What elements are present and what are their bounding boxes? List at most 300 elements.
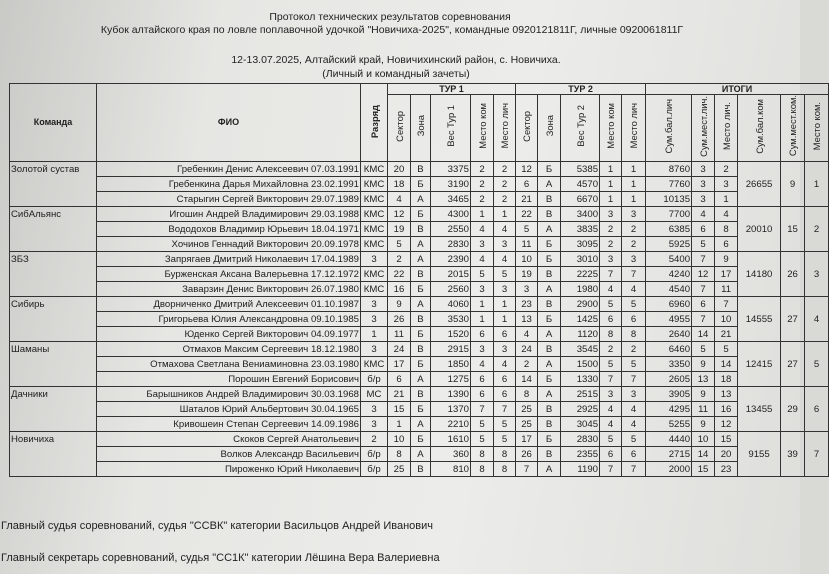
table-row: [10, 372, 829, 387]
sum-place-pers: 12: [692, 267, 715, 282]
t1-sector: 10: [388, 432, 411, 447]
t1-place-team: 1: [471, 312, 494, 327]
t1-weight: 2560: [431, 282, 471, 297]
col-team: Команда: [10, 84, 97, 162]
t1-weight: 3190: [431, 177, 471, 192]
t1-place-pers: 7: [494, 402, 516, 417]
t1-place-pers: 4: [494, 252, 516, 267]
t2-sector: 6: [516, 177, 538, 192]
t1-sector: 21: [388, 387, 411, 402]
table-row: [10, 237, 829, 252]
sum-ball-pers: 5925: [646, 237, 692, 252]
t1-place-pers: 5: [494, 417, 516, 432]
t2-zone: А: [538, 357, 561, 372]
t2-weight: 1190: [561, 462, 600, 477]
t1-sector: 2: [388, 252, 411, 267]
table-row: [10, 462, 829, 477]
t1-weight: 1520: [431, 327, 471, 342]
sum-ball-pers: 6960: [646, 297, 692, 312]
t2-zone: Б: [538, 237, 561, 252]
t2-sector: 2: [516, 357, 538, 372]
team-place: 1: [805, 162, 829, 207]
t1-place-pers: 5: [494, 432, 516, 447]
t1-sector: 5: [388, 237, 411, 252]
team-place: 3: [805, 252, 829, 297]
t1-place-team: 5: [471, 417, 494, 432]
table-row: [10, 162, 829, 177]
t2-zone: В: [538, 267, 561, 282]
t2-sector: 4: [516, 327, 538, 342]
t2-place-pers: 3: [622, 387, 646, 402]
t1-place-team: 1: [471, 207, 494, 222]
t2-weight: 2925: [561, 402, 600, 417]
t1-place-team: 8: [471, 447, 494, 462]
sum-ball-pers: 2000: [646, 462, 692, 477]
t1-place-team: 6: [471, 372, 494, 387]
t2-place-team: 5: [600, 357, 622, 372]
place-pers: 12: [715, 417, 738, 432]
t2-place-pers: 7: [622, 372, 646, 387]
member-fio: Отмахов Максим Сергеевич 18.12.1980: [97, 342, 361, 357]
t2-weight: 3400: [561, 207, 600, 222]
t2-sector: 5: [516, 222, 538, 237]
team-sum-place: 27: [781, 342, 805, 387]
t1-place-team: 4: [471, 252, 494, 267]
t1-place-pers: 6: [494, 327, 516, 342]
member-rank: КМС: [361, 162, 388, 177]
t2-sector: 25: [516, 417, 538, 432]
t2-place-pers: 5: [622, 357, 646, 372]
sum-ball-pers: 7760: [646, 177, 692, 192]
team-name: СибАльянс: [10, 207, 97, 252]
sum-place-pers: 7: [692, 312, 715, 327]
t2-place-team: 7: [600, 372, 622, 387]
team-sum-place: 39: [781, 432, 805, 477]
member-rank: б/р: [361, 447, 388, 462]
team-place: 5: [805, 342, 829, 387]
t2-place-team: 3: [600, 207, 622, 222]
t1-place-team: 5: [471, 267, 494, 282]
place-pers: 13: [715, 387, 738, 402]
member-fio: Пироженко Юрий Николаевич: [97, 462, 361, 477]
t1-sector: 17: [388, 357, 411, 372]
t2-place-pers: 2: [622, 342, 646, 357]
t2-weight: 4570: [561, 177, 600, 192]
t1-zone: В: [411, 267, 431, 282]
place-pers: 8: [715, 222, 738, 237]
member-fio: Заварзин Денис Викторович 26.07.1980: [97, 282, 361, 297]
member-fio: Кривошеин Степан Сергеевич 14.09.1986: [97, 417, 361, 432]
sum-ball-pers: 5255: [646, 417, 692, 432]
t1-weight: 1850: [431, 357, 471, 372]
table-row: [10, 312, 829, 327]
member-rank: 2: [361, 432, 388, 447]
col-fio: ФИО: [97, 84, 361, 162]
t2-zone: В: [538, 402, 561, 417]
member-rank: КМС: [361, 357, 388, 372]
t2-weight: 2515: [561, 387, 600, 402]
table-row: [10, 297, 829, 312]
team-sum-ball: 14180: [738, 252, 781, 297]
date-place: 12-13.07.2025, Алтайский край, Новичихинский район, с. Новичиха.: [231, 54, 561, 66]
t1-sector: 12: [388, 207, 411, 222]
t2-sector: 17: [516, 432, 538, 447]
table-row: [10, 282, 829, 297]
col-t2-sector: Сектор: [516, 95, 538, 162]
sum-place-pers: 13: [692, 372, 715, 387]
t2-place-pers: 3: [622, 207, 646, 222]
table-row: [10, 417, 829, 432]
t2-sector: 7: [516, 462, 538, 477]
place-pers: 11: [715, 282, 738, 297]
sum-place-pers: 9: [692, 417, 715, 432]
t1-zone: А: [411, 192, 431, 207]
sum-ball-pers: 6460: [646, 342, 692, 357]
t2-sector: 3: [516, 282, 538, 297]
t2-zone: А: [538, 462, 561, 477]
t1-place-pers: 3: [494, 237, 516, 252]
t1-weight: 810: [431, 462, 471, 477]
t1-sector: 20: [388, 162, 411, 177]
sum-ball-pers: 4540: [646, 282, 692, 297]
t1-weight: 2550: [431, 222, 471, 237]
place-pers: 21: [715, 327, 738, 342]
place-pers: 6: [715, 237, 738, 252]
member-rank: КМС: [361, 177, 388, 192]
team-sum-place: 26: [781, 252, 805, 297]
t1-weight: 2210: [431, 417, 471, 432]
t2-place-team: 3: [600, 252, 622, 267]
t1-place-pers: 3: [494, 342, 516, 357]
team-name: Золотой сустав: [10, 162, 97, 207]
table-row: [10, 342, 829, 357]
t2-zone: В: [538, 342, 561, 357]
t1-place-team: 3: [471, 282, 494, 297]
t2-weight: 1120: [561, 327, 600, 342]
team-sum-ball: 14555: [738, 297, 781, 342]
member-fio: Вододохов Владимир Юрьевич 18.04.1971: [97, 222, 361, 237]
t2-zone: В: [538, 297, 561, 312]
place-pers: 3: [715, 177, 738, 192]
sum-ball-pers: 3905: [646, 387, 692, 402]
t2-sector: 26: [516, 447, 538, 462]
table-row: [10, 402, 829, 417]
sum-place-pers: 10: [692, 432, 715, 447]
member-rank: КМС: [361, 282, 388, 297]
col-sum-place-pers: Сум.мест.лич.: [692, 95, 715, 162]
t2-zone: В: [538, 207, 561, 222]
t1-zone: Б: [411, 207, 431, 222]
t2-weight: 2830: [561, 432, 600, 447]
sum-place-pers: 4: [692, 207, 715, 222]
t1-place-pers: 8: [494, 462, 516, 477]
document-title: Протокол технических результатов соревнования: [269, 11, 511, 23]
t2-weight: 1980: [561, 282, 600, 297]
member-fio: Запрягаев Дмитрий Николаевич 17.04.1989: [97, 252, 361, 267]
place-pers: 14: [715, 357, 738, 372]
sum-ball-pers: 6385: [646, 222, 692, 237]
t2-weight: 1425: [561, 312, 600, 327]
t1-place-pers: 2: [494, 192, 516, 207]
sum-place-pers: 7: [692, 252, 715, 267]
team-name: Новичиха: [10, 432, 97, 477]
t2-place-team: 2: [600, 222, 622, 237]
t2-place-pers: 4: [622, 282, 646, 297]
table-row: [10, 177, 829, 192]
t1-sector: 24: [388, 342, 411, 357]
team-sum-ball: 20010: [738, 207, 781, 252]
t2-place-pers: 7: [622, 462, 646, 477]
t2-weight: 6670: [561, 192, 600, 207]
t2-sector: 21: [516, 192, 538, 207]
sum-place-pers: 7: [692, 282, 715, 297]
col-sum-ball-pers: Сум.бал.лич: [646, 95, 692, 162]
t1-sector: 22: [388, 267, 411, 282]
team-sum-ball: 26655: [738, 162, 781, 207]
sum-ball-pers: 4295: [646, 402, 692, 417]
t2-weight: 3095: [561, 237, 600, 252]
t2-place-pers: 1: [622, 192, 646, 207]
t2-sector: 8: [516, 387, 538, 402]
t2-place-team: 3: [600, 387, 622, 402]
t1-zone: В: [411, 342, 431, 357]
t2-place-team: 8: [600, 327, 622, 342]
t2-sector: 13: [516, 312, 538, 327]
t1-place-team: 2: [471, 177, 494, 192]
place-pers: 17: [715, 267, 738, 282]
t2-place-team: 7: [600, 267, 622, 282]
place-pers: 5: [715, 342, 738, 357]
team-sum-ball: 12415: [738, 342, 781, 387]
member-fio: Григорьева Юлия Александровна 09.10.1985: [97, 312, 361, 327]
t1-weight: 2915: [431, 342, 471, 357]
place-pers: 4: [715, 207, 738, 222]
member-fio: Гребенкин Денис Алексеевич 07.03.1991: [97, 162, 361, 177]
col-sum-place-team: Сум.мест.ком.: [781, 95, 805, 162]
t2-zone: В: [538, 192, 561, 207]
t1-weight: 4300: [431, 207, 471, 222]
t1-place-team: 4: [471, 222, 494, 237]
place-pers: 20: [715, 447, 738, 462]
t1-place-team: 8: [471, 462, 494, 477]
t1-sector: 1: [388, 417, 411, 432]
place-pers: 16: [715, 402, 738, 417]
team-sum-ball: 13455: [738, 387, 781, 432]
t2-place-pers: 1: [622, 177, 646, 192]
sum-place-pers: 14: [692, 447, 715, 462]
t2-zone: Б: [538, 252, 561, 267]
member-fio: Старыгин Сергей Викторович 29.07.1989: [97, 192, 361, 207]
t2-weight: 5385: [561, 162, 600, 177]
team-sum-place: 29: [781, 387, 805, 432]
team-name: Дачники: [10, 387, 97, 432]
t2-place-team: 4: [600, 282, 622, 297]
t1-place-pers: 6: [494, 387, 516, 402]
sum-ball-pers: 2605: [646, 372, 692, 387]
t2-place-pers: 2: [622, 222, 646, 237]
chief-secretary: Главный секретарь соревнований, судья "СС1К" категории Лёшина Вера Валериевна: [1, 552, 440, 564]
col-tour2: ТУР 2: [516, 84, 646, 95]
member-rank: б/р: [361, 462, 388, 477]
member-fio: Игошин Андрей Владимирович 29.03.1988: [97, 207, 361, 222]
table-row: [10, 222, 829, 237]
place-pers: 10: [715, 312, 738, 327]
t2-sector: 22: [516, 207, 538, 222]
t1-place-team: 2: [471, 162, 494, 177]
t1-sector: 6: [388, 372, 411, 387]
table-row: [10, 207, 829, 222]
table-row: [10, 192, 829, 207]
t1-zone: А: [411, 372, 431, 387]
t2-place-pers: 6: [622, 312, 646, 327]
t2-place-team: 2: [600, 342, 622, 357]
member-rank: 3: [361, 312, 388, 327]
sum-place-pers: 3: [692, 177, 715, 192]
sum-place-pers: 9: [692, 387, 715, 402]
t1-weight: 2830: [431, 237, 471, 252]
place-pers: 1: [715, 192, 738, 207]
t1-zone: Б: [411, 402, 431, 417]
member-rank: б/р: [361, 372, 388, 387]
t2-zone: А: [538, 327, 561, 342]
place-pers: 18: [715, 372, 738, 387]
t1-weight: 2390: [431, 252, 471, 267]
t2-place-team: 2: [600, 237, 622, 252]
t1-weight: 2015: [431, 267, 471, 282]
sum-ball-pers: 4440: [646, 432, 692, 447]
sum-place-pers: 3: [692, 162, 715, 177]
member-rank: 3: [361, 297, 388, 312]
t2-weight: 3545: [561, 342, 600, 357]
sum-ball-pers: 4240: [646, 267, 692, 282]
t1-place-team: 3: [471, 237, 494, 252]
t2-place-pers: 8: [622, 327, 646, 342]
t1-weight: 1275: [431, 372, 471, 387]
t1-place-pers: 5: [494, 267, 516, 282]
t1-zone: А: [411, 297, 431, 312]
sum-place-pers: 5: [692, 237, 715, 252]
t2-place-pers: 1: [622, 162, 646, 177]
t2-zone: Б: [538, 312, 561, 327]
t2-sector: 11: [516, 237, 538, 252]
sum-place-pers: 6: [692, 297, 715, 312]
t2-place-team: 5: [600, 297, 622, 312]
t1-zone: Б: [411, 177, 431, 192]
team-sum-place: 27: [781, 297, 805, 342]
t1-weight: 3465: [431, 192, 471, 207]
t2-place-pers: 6: [622, 447, 646, 462]
t2-sector: 12: [516, 162, 538, 177]
member-rank: КМС: [361, 207, 388, 222]
t2-weight: 2900: [561, 297, 600, 312]
place-pers: 9: [715, 252, 738, 267]
t2-sector: 10: [516, 252, 538, 267]
col-place-team: Место ком.: [805, 95, 829, 162]
col-t1-place-team: Место ком: [471, 95, 494, 162]
t1-weight: 1370: [431, 402, 471, 417]
member-fio: Хочинов Геннадий Викторович 20.09.1978: [97, 237, 361, 252]
t2-place-team: 1: [600, 192, 622, 207]
member-fio: Порошин Евгений Борисович: [97, 372, 361, 387]
table-row: [10, 357, 829, 372]
t1-place-pers: 4: [494, 222, 516, 237]
member-rank: КМС: [361, 267, 388, 282]
sum-place-pers: 5: [692, 342, 715, 357]
table-row: [10, 432, 829, 447]
member-fio: Отмахова Светлана Вениаминовна 23.03.1980: [97, 357, 361, 372]
header-group-row: [10, 84, 829, 95]
t2-place-team: 1: [600, 177, 622, 192]
t2-sector: 19: [516, 267, 538, 282]
t2-weight: 2355: [561, 447, 600, 462]
team-place: 6: [805, 387, 829, 432]
t1-zone: Б: [411, 327, 431, 342]
col-t2-weight: Вес Тур 2: [561, 95, 600, 162]
t2-zone: Б: [538, 432, 561, 447]
col-t2-place-team: Место ком: [600, 95, 622, 162]
t1-zone: В: [411, 387, 431, 402]
t1-sector: 11: [388, 327, 411, 342]
t2-place-pers: 5: [622, 432, 646, 447]
t1-zone: А: [411, 447, 431, 462]
t2-place-pers: 2: [622, 237, 646, 252]
sum-place-pers: 3: [692, 192, 715, 207]
member-fio: Шаталов Юрий Альбертович 30.04.1965: [97, 402, 361, 417]
table-row: [10, 387, 829, 402]
sum-place-pers: 11: [692, 402, 715, 417]
t2-place-team: 1: [600, 162, 622, 177]
t2-place-pers: 7: [622, 267, 646, 282]
table-row: [10, 267, 829, 282]
t1-sector: 25: [388, 462, 411, 477]
sum-place-pers: 9: [692, 357, 715, 372]
sum-place-pers: 14: [692, 327, 715, 342]
t1-sector: 19: [388, 222, 411, 237]
col-totals: ИТОГИ: [646, 84, 829, 95]
t1-weight: 3375: [431, 162, 471, 177]
table-row: [10, 447, 829, 462]
t2-place-team: 6: [600, 447, 622, 462]
member-fio: Юденко Сергей Викторович 04.09.1977: [97, 327, 361, 342]
member-fio: Бурженская Аксана Валерьевна 17.12.1972: [97, 267, 361, 282]
t1-place-team: 3: [471, 342, 494, 357]
team-sum-ball: 9155: [738, 432, 781, 477]
t1-place-team: 1: [471, 297, 494, 312]
t2-zone: А: [538, 177, 561, 192]
t2-weight: 2225: [561, 267, 600, 282]
t2-zone: А: [538, 282, 561, 297]
team-place: 2: [805, 207, 829, 252]
t2-place-team: 4: [600, 417, 622, 432]
t1-weight: 1610: [431, 432, 471, 447]
t1-zone: А: [411, 417, 431, 432]
t1-place-pers: 3: [494, 282, 516, 297]
team-name: Шаманы: [10, 342, 97, 387]
member-rank: 3: [361, 342, 388, 357]
t2-place-team: 6: [600, 312, 622, 327]
t2-zone: А: [538, 222, 561, 237]
col-sum-ball-team: Сум.бал.ком: [738, 95, 781, 162]
t1-place-team: 6: [471, 387, 494, 402]
col-t1-place-pers: Место лич: [494, 95, 516, 162]
t1-zone: Б: [411, 357, 431, 372]
t2-place-team: 7: [600, 462, 622, 477]
t1-place-pers: 6: [494, 372, 516, 387]
member-rank: 3: [361, 252, 388, 267]
col-t2-place-pers: Место лич: [622, 95, 646, 162]
t1-place-pers: 2: [494, 177, 516, 192]
t1-zone: Б: [411, 282, 431, 297]
